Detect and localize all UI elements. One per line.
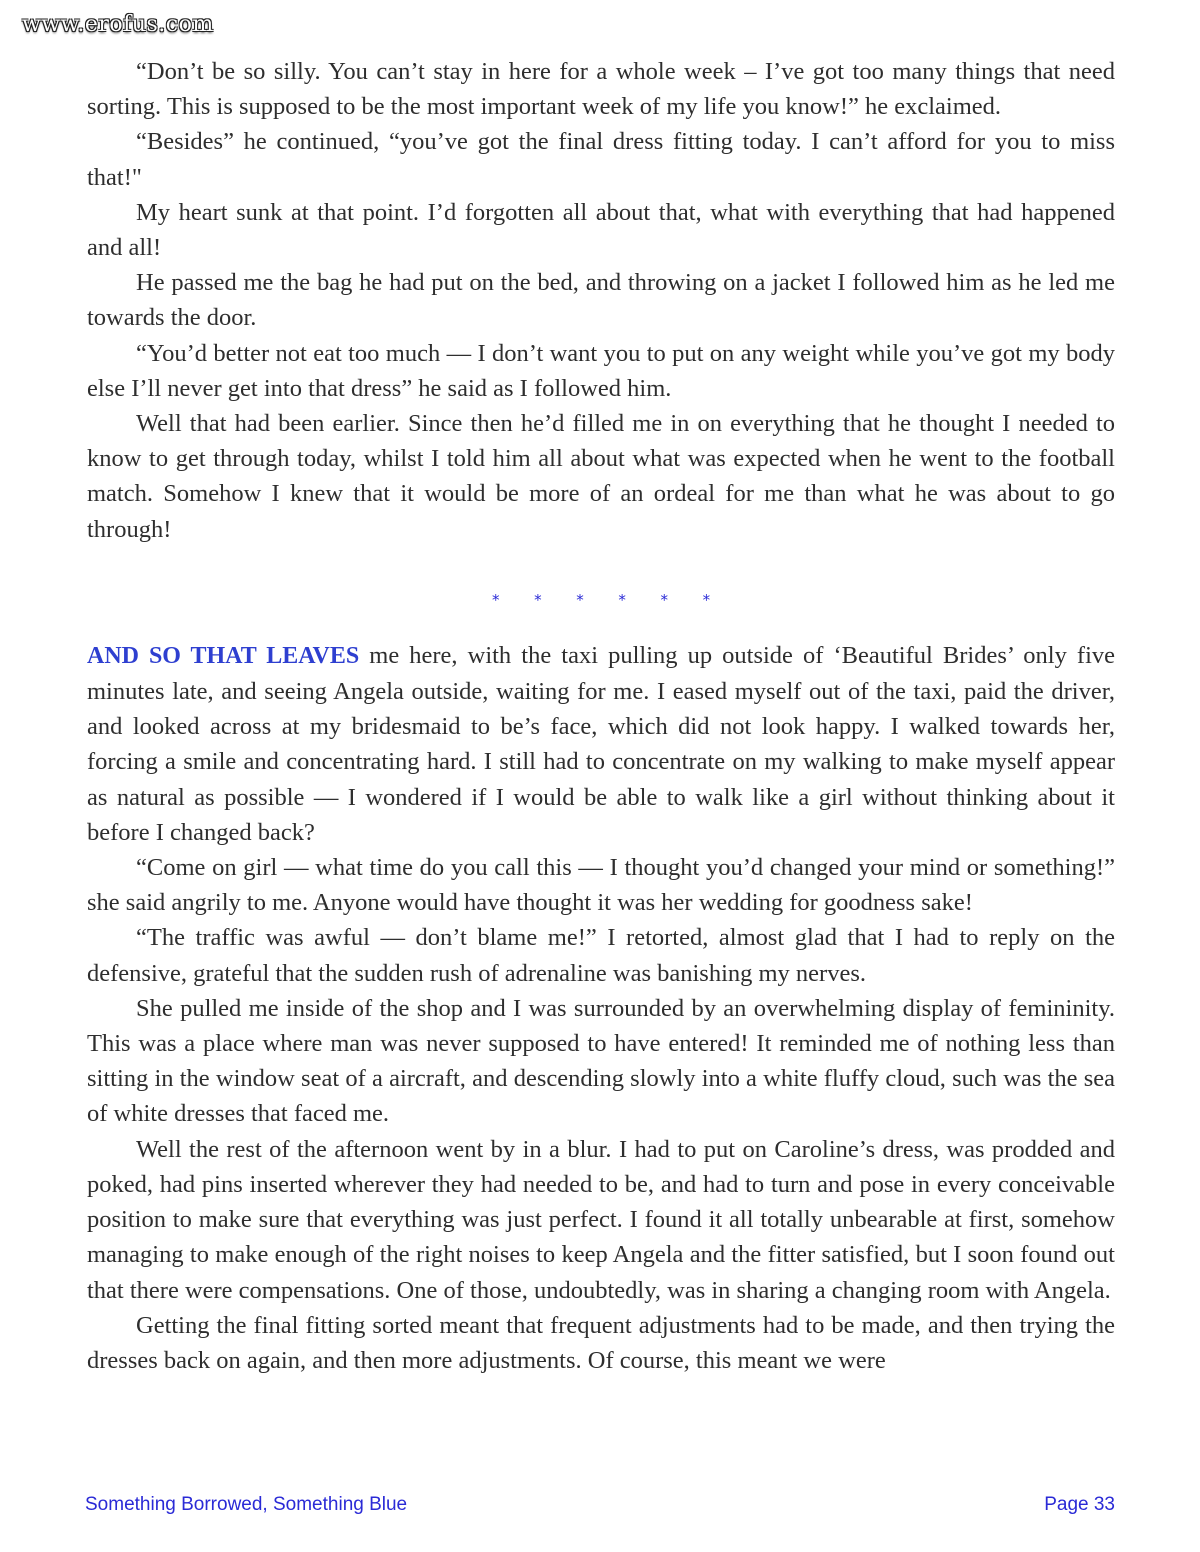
- paragraph: My heart sunk at that point. I’d forgotten all about that, what with everything that had happened and all!: [87, 198, 1115, 262]
- separator-star-icon: *: [702, 590, 711, 609]
- separator-star-icon: *: [576, 590, 584, 609]
- paragraph: “Don’t be so silly. You can’t stay in here for a whole week – I’ve got too many things that need sorting. This is supposed to be the most important week of my life you know!” he exclaimed.: [87, 58, 1115, 121]
- paragraph: Well that had been earlier. Since then he’d filled me in on everything that he thought I needed to know to get through today, whilst I told him all about what was expected when he went to the football match. Somehow I knew that it would be more of an ordeal for me than what he was about to go through!: [87, 410, 1115, 543]
- footer-book-title: Something Borrowed, Something Blue: [85, 1494, 408, 1515]
- watermark-logo: www.erofus.com: [22, 12, 214, 37]
- separator-star-icon: *: [491, 590, 500, 609]
- section-opening-text: me here, with the taxi pulling up outside of ‘Beautiful Brides’ only five minutes late, and seeing Angela outside, waiting for me. I eased myself out of the taxi, paid the driver, and looked across at my bridesmaid to be’s face, which did not look happy. I walked towards her, forcing a smile and concentrating hard. I still had to concentrate on my walking to make myself appear as natural as possible — I wondered if I would be able to walk like a girl without thinking about it before I changed back?: [87, 641, 1115, 846]
- footer-page-number: Page 33: [1044, 1494, 1115, 1515]
- paragraph: He passed me the bag he had put on the bed, and throwing on a jacket I followed him as he led me towards the door.: [87, 269, 1115, 332]
- paragraph: “Besides” he continued, “you’ve got the final dress fitting today. I can’t afford for you to miss that!": [87, 128, 1115, 191]
- page-body: [87, 54, 1115, 1378]
- paragraph: “You’d better not eat too much — I don’t want you to put on any weight while you’ve got my body else I’ll never get into that dress” he said as I followed him.: [87, 339, 1115, 402]
- paragraph: Getting the final fitting sorted meant that frequent adjustments had to be made, and then trying the dresses back on again, and then more adjustments. Of course, this meant we were: [87, 1311, 1115, 1374]
- paragraph: “The traffic was awful — don’t blame me!” I retorted, almost glad that I had to reply on the defensive, grateful that the sudden rush of adrenaline was banishing my nerves.: [87, 924, 1115, 987]
- section-opening-paragraph: [87, 638, 1115, 850]
- section-lead-in: AND SO THAT LEAVES: [87, 642, 360, 669]
- separator-star-icon: *: [534, 590, 542, 609]
- paragraph: She pulled me inside of the shop and I was surrounded by an overwhelming display of femininity. This was a place where man was never supposed to have entered! It reminded me of nothing less than sitting in the window seat of a aircraft, and descending slowly into a white fluffy cloud, such was the sea of white dresses that faced me.: [87, 994, 1115, 1128]
- section-separator: [87, 580, 1115, 609]
- separator-star-icon: *: [618, 590, 626, 609]
- paragraph: Well the rest of the afternoon went by in a blur. I had to put on Caroline’s dress, was prodded and poked, had pins inserted wherever they had needed to be, and had to turn and pose in every conceivable position to make sure that everything was just perfect. I found it all totally unbearable at first, somehow managing to make enough of the right noises to keep Angela and the fitter satisfied, but I soon found out that there were compensations. One of those, undoubtedly, was in sharing a changing room with Angela.: [87, 1135, 1115, 1304]
- separator-star-icon: *: [660, 590, 668, 609]
- paragraph: “Come on girl — what time do you call this — I thought you’d changed your mind or something!” she said angrily to me. Anyone would have thought it was her wedding for goodness sake!: [87, 854, 1115, 917]
